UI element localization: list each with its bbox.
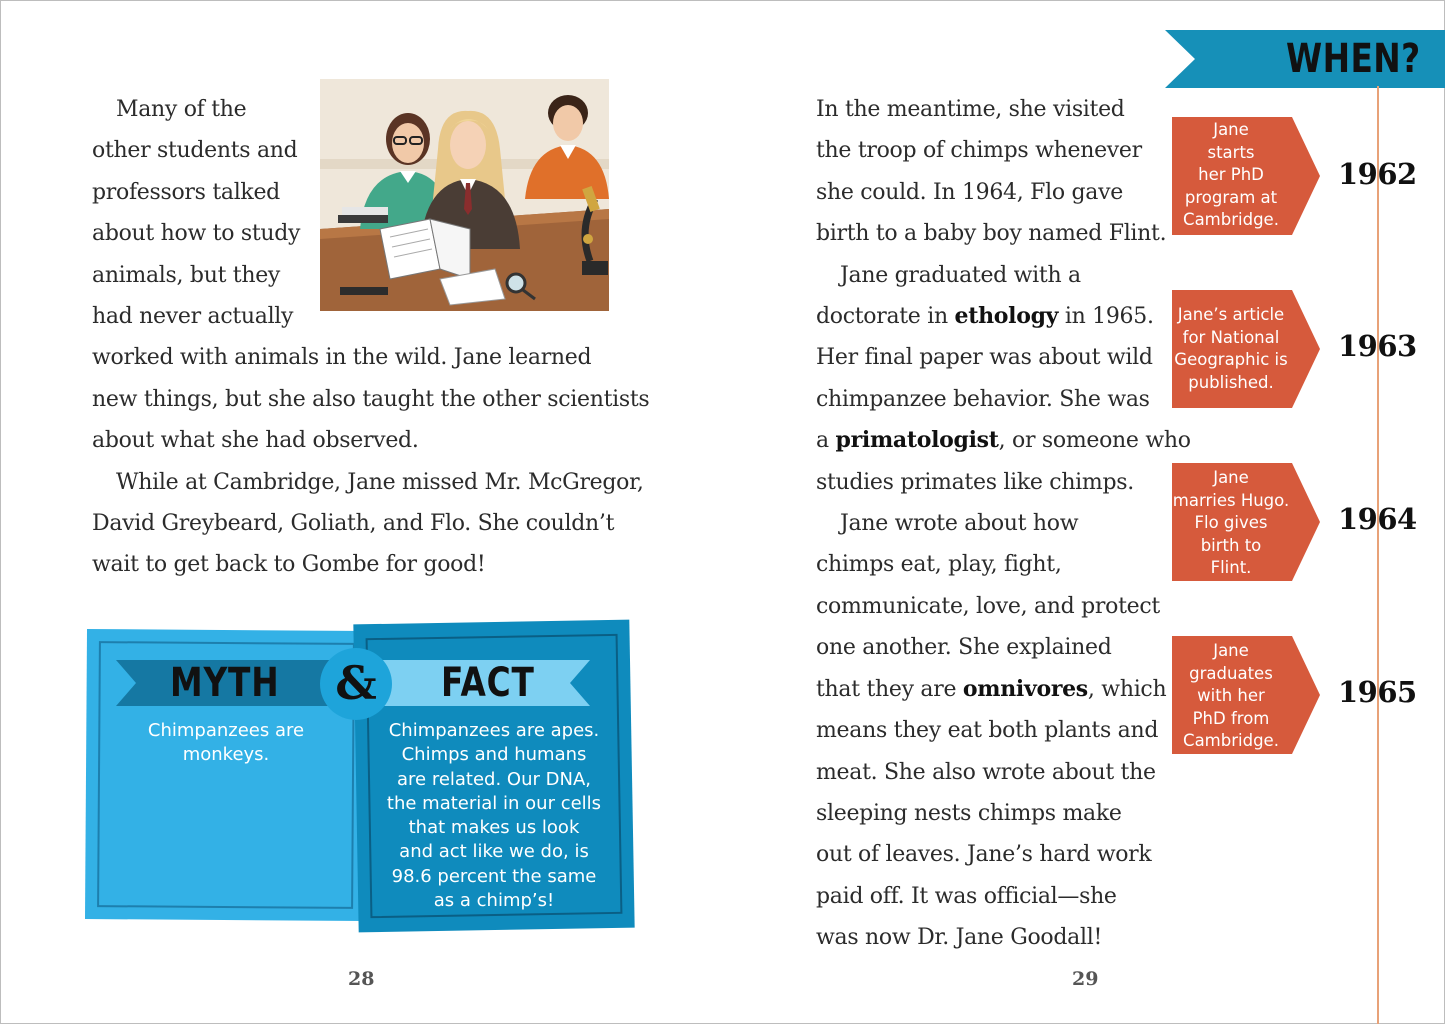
text-line: worked with animals in the wild. Jane learned xyxy=(92,345,592,371)
ampersand-badge: & xyxy=(320,648,392,720)
timeline-year: 1963 xyxy=(1338,329,1417,363)
text-run: , which xyxy=(1087,676,1167,702)
fact-line: 98.6 percent the same xyxy=(391,865,597,887)
myth-text xyxy=(106,719,346,768)
text-line: sleeping nests chimps make xyxy=(816,800,1122,826)
text-line: studies primates like chimps. xyxy=(816,469,1134,495)
text-line: new things, but she also taught the other scientists xyxy=(92,386,650,412)
event-line: Cambridge. xyxy=(1183,731,1279,750)
text-line: While at Cambridge, Jane missed Mr. McGregor, xyxy=(116,469,644,495)
text-line: In the meantime, she visited xyxy=(816,97,1125,122)
myth-line: monkeys. xyxy=(182,744,270,766)
fact-title: FACT xyxy=(441,660,535,706)
text-line xyxy=(816,296,1191,337)
fact-line: the material in our cells xyxy=(386,792,602,814)
timeline-year: 1964 xyxy=(1338,502,1417,536)
fact-text xyxy=(376,719,612,913)
text-line: David Greybeard, Goliath, and Flo. She couldn’t xyxy=(92,511,615,537)
event-line: Jane xyxy=(1213,468,1249,487)
event-line: marries Hugo. xyxy=(1172,490,1290,510)
text-line: Many of the xyxy=(116,97,247,122)
text-run: that they are xyxy=(816,676,963,702)
timeline-event-text xyxy=(1172,640,1290,753)
text-line xyxy=(816,669,1191,710)
right-page-text xyxy=(816,89,1191,959)
fact-line: are related. Our DNA, xyxy=(396,768,591,790)
event-line: published. xyxy=(1188,372,1274,392)
event-line: Jane xyxy=(1213,641,1249,660)
fact-line: that makes us look xyxy=(408,817,580,839)
fact-line: Chimps and humans xyxy=(401,744,587,766)
event-line: for National xyxy=(1182,327,1280,347)
page-number-left: 28 xyxy=(348,968,375,990)
text-line: about how to study xyxy=(92,221,301,247)
event-line: birth to xyxy=(1200,535,1262,555)
text-line: paid off. It was official—she xyxy=(816,883,1117,909)
event-line: Flint. xyxy=(1210,558,1252,577)
text-line: chimpanzee behavior. She was xyxy=(816,386,1150,412)
fact-line: and act like we do, is xyxy=(399,841,589,863)
text-line: out of leaves. Jane’s hard work xyxy=(816,842,1152,868)
glossary-term-omnivores: omnivores xyxy=(962,675,1088,702)
text-line: one another. She explained xyxy=(816,635,1112,661)
text-line: about what she had observed. xyxy=(92,428,419,454)
timeline-year: 1965 xyxy=(1338,675,1417,709)
event-line: Cambridge. xyxy=(1183,210,1279,229)
glossary-term-ethology: ethology xyxy=(954,303,1059,330)
text-line: Jane graduated with a xyxy=(840,262,1081,288)
event-line: program at xyxy=(1184,187,1278,207)
timeline-title: WHEN? xyxy=(1286,36,1421,82)
event-line: PhD from xyxy=(1192,708,1270,728)
text-line: was now Dr. Jane Goodall! xyxy=(816,925,1102,951)
text-run: in 1965. xyxy=(1058,304,1154,330)
text-line: professors talked xyxy=(92,179,280,205)
text-line: chimps eat, play, fight, xyxy=(816,552,1062,578)
timeline-line xyxy=(1377,86,1379,1024)
text-line: communicate, love, and protect xyxy=(816,593,1160,619)
text-line: wait to get back to Gombe for good! xyxy=(92,552,486,578)
text-line: she could. In 1964, Flo gave xyxy=(816,179,1123,205)
text-line: Jane wrote about how xyxy=(840,511,1079,537)
event-line: graduates xyxy=(1189,663,1273,683)
text-line xyxy=(816,420,1191,461)
text-line: had never actually xyxy=(92,304,294,330)
text-line: other students and xyxy=(92,138,298,164)
text-run: , or someone who xyxy=(998,428,1191,454)
timeline-event-text xyxy=(1172,119,1290,232)
event-line: Jane’s article xyxy=(1177,305,1285,324)
students-studying-illustration xyxy=(320,79,609,311)
text-line: birth to a baby boy named Flint. xyxy=(816,221,1167,247)
event-line: Geographic is xyxy=(1174,350,1288,369)
event-line: Flo gives xyxy=(1194,513,1268,532)
fact-line: as a chimp’s! xyxy=(433,890,555,912)
glossary-term-primatologist: primatologist xyxy=(835,427,999,454)
text-run: doctorate in xyxy=(816,304,955,330)
page-number-right: 29 xyxy=(1072,968,1099,990)
timeline-year: 1962 xyxy=(1338,157,1417,191)
text-run: a xyxy=(816,428,836,454)
event-line: Jane xyxy=(1213,120,1249,139)
myth-line: Chimpanzees are xyxy=(147,720,305,741)
event-line: starts xyxy=(1207,142,1255,162)
text-line: animals, but they xyxy=(92,262,281,288)
event-line: her PhD xyxy=(1198,165,1264,184)
text-line: the troop of chimps whenever xyxy=(816,138,1142,164)
text-line: means they eat both plants and xyxy=(816,718,1159,744)
myth-title: MYTH xyxy=(170,660,280,706)
event-line: with her xyxy=(1197,686,1265,705)
text-line: meat. She also wrote about the xyxy=(816,759,1156,785)
text-line: Her final paper was about wild xyxy=(816,345,1153,371)
fact-line: Chimpanzees are apes. xyxy=(388,720,600,741)
timeline-event-text xyxy=(1172,304,1290,394)
timeline-event-text xyxy=(1172,467,1290,580)
